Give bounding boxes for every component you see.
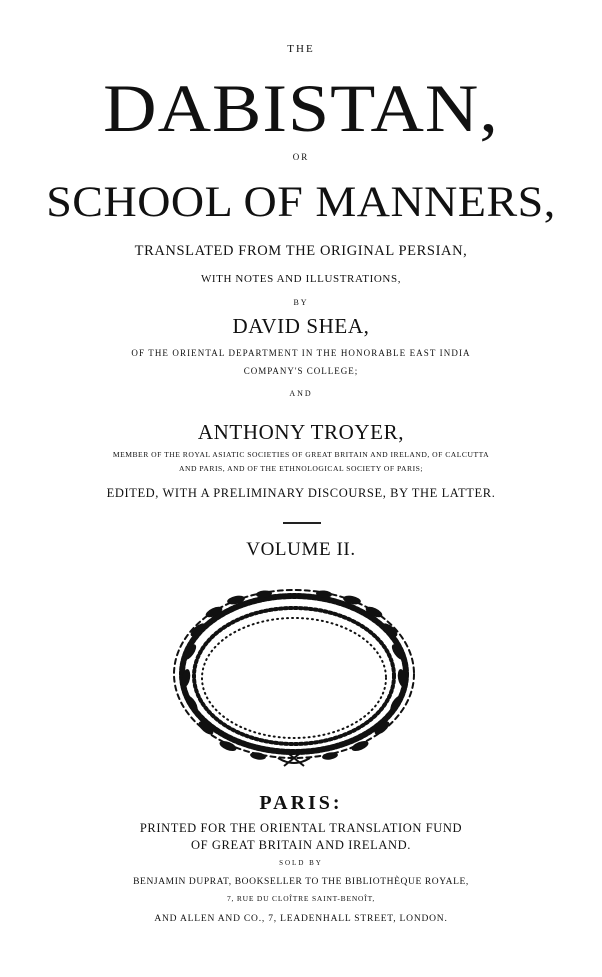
translated-line: TRANSLATED FROM THE ORIGINAL PERSIAN, [134, 243, 468, 259]
sold-by-text: SOLD BY [279, 859, 323, 867]
author-shea: DAVID SHEA, [232, 314, 370, 338]
shea-affiliation-line-1: OF THE ORIENTAL DEPARTMENT IN THE HONORABLE EAST INDIA [131, 348, 471, 358]
divider-rule [283, 522, 321, 524]
seller-line-2: 7, RUE DU CLOÎTRE SAINT-BENOÎT, [226, 894, 376, 903]
main-title: DABISTAN, [103, 71, 499, 147]
city-imprint: PARIS: [259, 792, 343, 814]
the-text: THE [287, 43, 315, 55]
troyer-affiliation-line-1: MEMBER OF THE ROYAL ASIATIC SOCIETIES OF GREAT BRITAIN AND IRELAND, OF CALCUTTA [112, 450, 490, 459]
printed-line-2: OF GREAT BRITAIN AND IRELAND. [191, 838, 411, 852]
notes-line: WITH NOTES AND ILLUSTRATIONS, [200, 273, 402, 285]
seller-line-1: BENJAMIN DUPRAT, BOOKSELLER TO THE BIBLIOTHÈQUE ROYALE, [133, 877, 469, 887]
subtitle: SCHOOL OF MANNERS, [46, 177, 556, 226]
troyer-affiliation-line-2: AND PARIS, AND OF THE ETHNOLOGICAL SOCIETY OF PARIS; [179, 464, 423, 473]
and-text: AND [289, 389, 313, 398]
shea-affiliation-line-2: COMPANY'S COLLEGE; [243, 366, 359, 376]
or-text: OR [292, 152, 310, 162]
seller-line-3: AND ALLEN AND CO., 7, LEADENHALL STREET, LONDON. [154, 914, 448, 924]
by-text: BY [293, 298, 309, 307]
laurel-wreath-icon [168, 582, 420, 772]
edited-line: EDITED, WITH A PRELIMINARY DISCOURSE, BY THE LATTER. [106, 486, 496, 500]
author-troyer: ANTHONY TROYER, [197, 420, 405, 444]
printed-line-1: PRINTED FOR THE ORIENTAL TRANSLATION FUND [139, 821, 463, 835]
volume-label: VOLUME II. [246, 539, 356, 560]
